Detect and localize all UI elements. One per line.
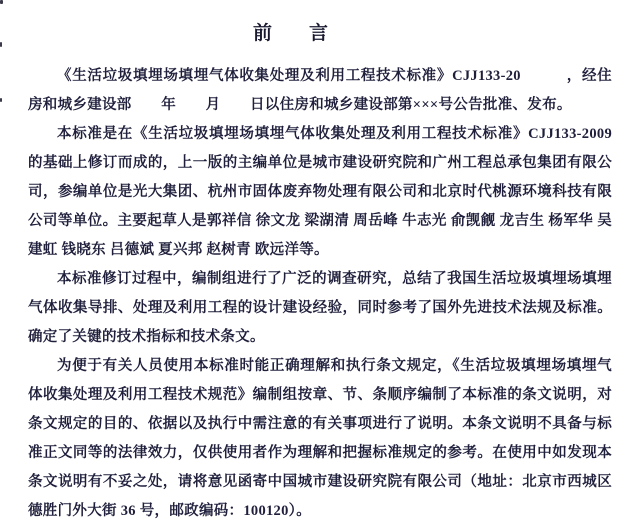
scan-artifact <box>0 0 3 4</box>
scan-artifact <box>0 98 2 102</box>
preface-body <box>28 62 612 524</box>
preface-paragraph-research: 本标准修订过程中，编制组进行了广泛的调查研究，总结了我国生活垃圾填埋场填埋气体收集导排、处理及利用工程的设计建设经验，同时参考了国外先进技术法规及标准。确定了关键的技术指标和技术条文。 <box>28 271 612 345</box>
page-title: 前 言 <box>252 23 337 44</box>
preface-paragraph-approval: 《生活垃圾填埋场填埋气体收集处理及利用工程技术标准》CJJ133-20 ，经住房和城乡建设部 年 月 日以住房和城乡建设部第×××号公告批准、发布。 <box>28 68 612 113</box>
preface-paragraph-explanation: 为便于有关人员使用本标准时能正确理解和执行条文规定，《生活垃圾填埋场填埋气体收集处理及利用工程技术规范》编制组按章、节、条顺序编制了本标准的条文说明，对条文规定的目的、依据以及执行中需注意的有关事项进行了说明。本条文说明不具备与标准正文同等的法律效力，仅供使用者作为理解和把握标准规定的参考。在使用中如发现本条文说明有不妥之处，请将意见函寄中国城市建设研究院有限公司（地址：北京市西城区德胜门外大街 36 号，邮政编码：100120）。 <box>28 358 612 519</box>
preface-paragraph-revision-history: 本标准是在《生活垃圾填埋场填埋气体收集处理及利用工程技术标准》CJJ133-2009 的基础上修订而成的，上一版的主编单位是城市建设研究院和广州工程总承包集团有限公司，参编单位是光大集团、杭州市固体废弃物处理有限公司和北京时代桃源环境科技有限公司等单位。主要起草人是郭祥信 徐文龙 梁湖清 周岳峰 牛志光 俞觊觎 龙吉生 杨军华 吴建虹 钱晓东 吕德斌 夏兴邦 赵树青 欧远洋等。 <box>28 126 612 258</box>
scan-artifact <box>0 42 2 47</box>
